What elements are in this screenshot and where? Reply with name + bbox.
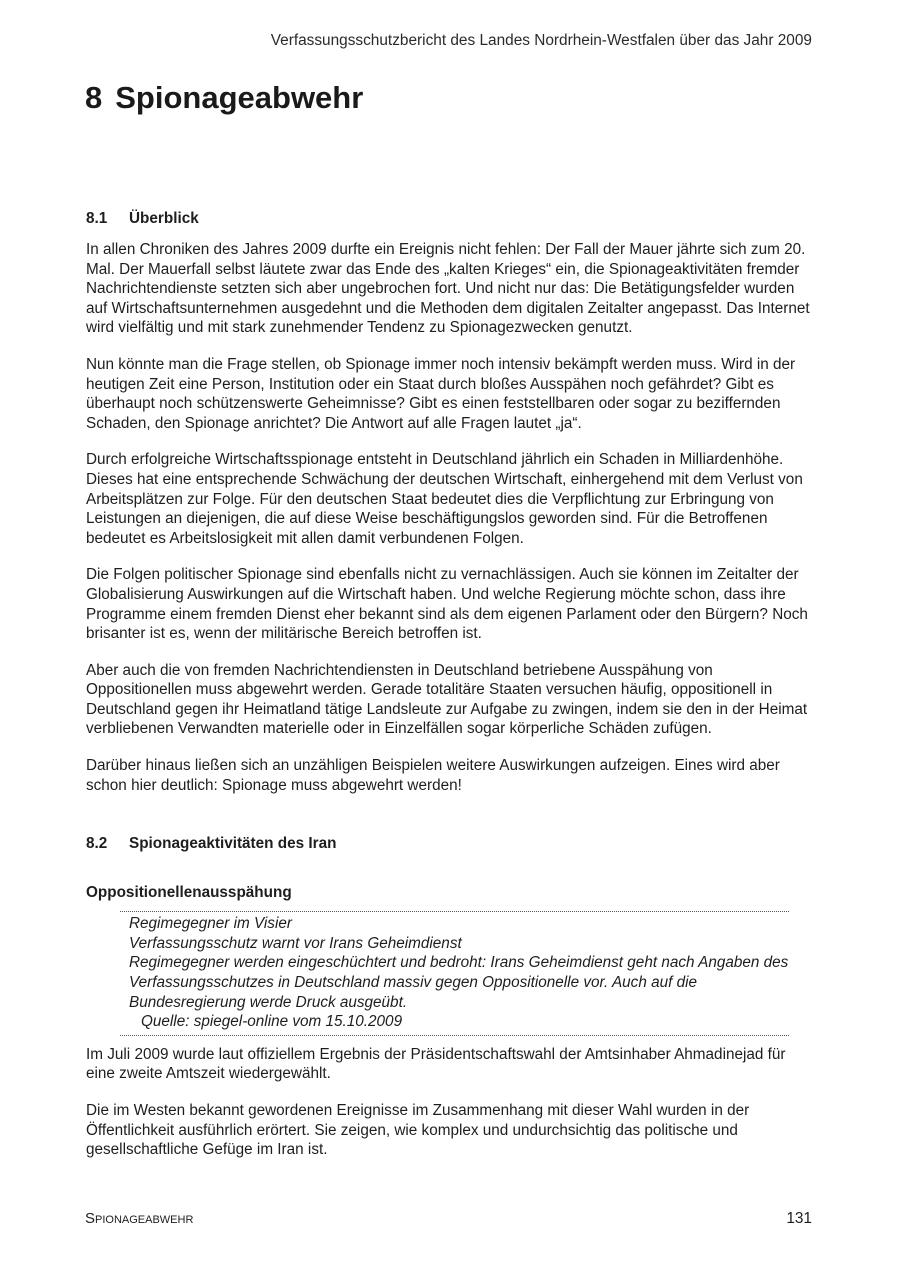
chapter-number: 8 <box>85 80 103 115</box>
paragraph: Im Juli 2009 wurde laut offiziellem Ergebnis der Präsidentschaftswahl der Amtsinhaber Ahmadinejad für eine zweite Amtszeit wiedergewählt. <box>86 1045 786 1083</box>
paragraph: Durch erfolgreiche Wirtschaftsspionage entsteht in Deutschland jährlich ein Schaden in Milliardenhöhe. Dieses hat eine entsprechende Schwächung der deutschen Wirtschaft, einhergehend mit dem Verlust von Arbeitsplätzen zur Folge. Für den deutschen Staat bedeutet dies die Verpflichtung zur Erbringung von Leistungen an diejenigen, die auf diese Weise beschäftigungslos geworden sind. Für die Betroffenen bedeutet es Arbeitslosigkeit mit allen damit verbundenen Folgen. <box>86 451 803 547</box>
paragraph: Aber auch die von fremden Nachrichtendiensten in Deutschland betriebene Ausspähung von Oppositionellen muss abgewehrt werden. Gerade totalitäre Staaten versuchen häufig, oppositionell in Deutschland gegen ihr Heimatland tätige Landsleute zur Aufgabe zu zwingen, indem sie den in der Heimat verbliebenen Verwandten materielle oder in Einzelfällen sogar körperliche Schäden zufügen. <box>86 661 808 738</box>
paragraph: Die Folgen politischer Spionage sind ebenfalls nicht zu vernachlässigen. Auch sie können im Zeitalter der Globalisierung Auswirkungen auf die Wirtschaft haben. Und welche Regierung möchte schon, dass ihre Programme einem fremden Dienst eher bekannt sind als dem eigenen Parlament oder den Bürgern? Noch brisanter ist es, wenn der militärische Bereich betroffen ist. <box>86 566 808 643</box>
section-number: 8.1 <box>86 210 108 227</box>
quote-subline: Verfassungsschutz warnt vor Irans Geheimdienst <box>129 934 462 952</box>
quote-text: Regimegegner werden eingeschüchtert und bedroht: Irans Geheimdienst geht nach Angaben des Verfassungsschutzes in Deutschland massiv gegen Oppositionelle vor. Auch auf die Bundesregierung werde Druck ausgeübt. <box>129 954 789 1011</box>
section-heading-iran <box>86 833 818 855</box>
section-heading-overview <box>86 208 818 230</box>
subsection-heading: Oppositionellenausspähung <box>86 884 292 902</box>
quote-headline: Regimegegner im Visier <box>129 915 292 933</box>
press-quote-box <box>120 911 789 1036</box>
paragraph: Nun könnte man die Frage stellen, ob Spionage immer noch intensiv bekämpft werden muss. Wird in der heutigen Zeit eine Person, Institution oder ein Staat durch bloßes Ausspähen noch gefährdet? Gibt es überhaupt noch schützenswerte Geheimnisse? Gibt es einen feststellbaren oder sogar zu beziffernden Schaden, den Spionage anrichtet? Die Antwort auf alle Fragen lautet „ja“. <box>86 355 796 432</box>
paragraph: Darüber hinaus ließen sich an unzähligen Beispielen weitere Auswirkungen aufzeigen. Eines wird aber schon hier deutlich: Spionage muss abgewehrt werden! <box>86 757 780 794</box>
section-title: Überblick <box>129 210 199 227</box>
main-content <box>86 208 818 1160</box>
chapter-title <box>85 80 363 116</box>
section-title: Spionageaktivitäten des Iran <box>129 835 337 853</box>
paragraph: Die im Westen bekannt gewordenen Ereignisse im Zusammenhang mit dieser Wahl wurden in der Öffentlichkeit ausführlich erörtert. Sie zeigen, wie komplex und undurchsichtig das politische und gesellschaftliche Gefüge im Iran ist. <box>86 1102 750 1159</box>
chapter-title-text: Spionageabwehr <box>115 80 364 115</box>
section-number: 8.2 <box>86 835 108 853</box>
quote-source: Quelle: spiegel-online vom 15.10.2009 <box>141 1013 403 1031</box>
running-header: Verfassungsschutzbericht des Landes Nordrhein-Westfalen über das Jahr 2009 <box>270 32 812 49</box>
footer-section-label: Spionageabwehr <box>85 1210 194 1227</box>
paragraph: In allen Chroniken des Jahres 2009 durfte ein Ereignis nicht fehlen: Der Fall der Mauer jährte sich zum 20. Mal. Der Mauerfall selbst läutete zwar das Ende des „kalten Krieges“ ein, die Spionageaktivitäten fremder Nachrichtendienste setzten sich aber ungebrochen fort. Und nicht nur das: Die Betätigungsfelder wurden auf Wirtschaftsunternehmen ausgedehnt und die Methoden dem digitalen Zeitalter angepasst. Das Internet wird vielfältig und mit stark zunehmender Tendenz zu Spionagezwecken genutzt. <box>86 241 810 337</box>
page-number: 131 <box>786 1210 812 1227</box>
